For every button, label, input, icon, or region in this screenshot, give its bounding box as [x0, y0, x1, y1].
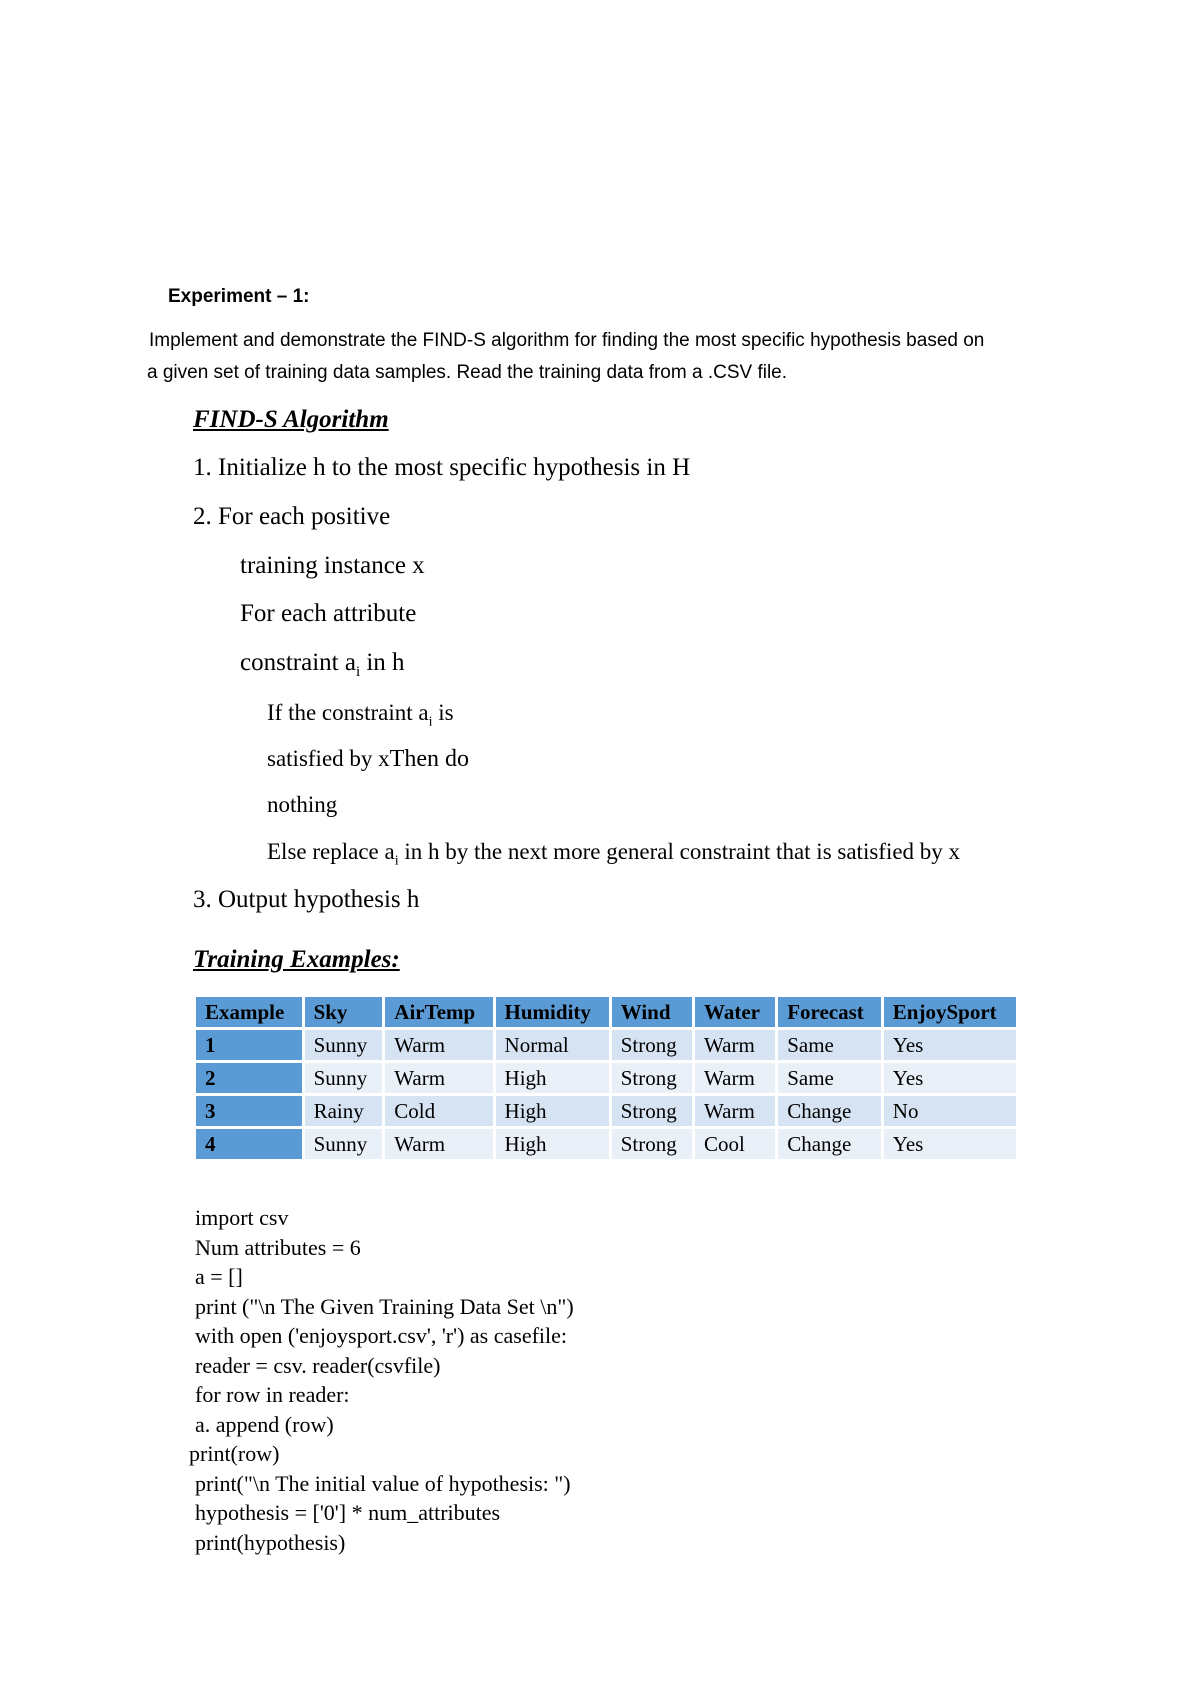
table-cell: Strong — [612, 1129, 692, 1159]
substep-2-text: satisfied by x — [267, 746, 390, 771]
algorithm-step-2-line-4 — [240, 649, 405, 681]
algorithm-substep-4 — [267, 839, 960, 870]
substep-1-tail: is — [432, 700, 454, 725]
subscript-i: i — [394, 853, 399, 869]
table-cell: Strong — [612, 1096, 692, 1126]
substep-1-text: If the constraint a — [267, 700, 429, 725]
table-cell: Cool — [695, 1129, 775, 1159]
table-row — [196, 1030, 1016, 1060]
table-cell: Warm — [695, 1096, 775, 1126]
example-number: 1 — [196, 1030, 302, 1060]
code-line: a = [] — [195, 1264, 243, 1289]
column-header-water: Water — [695, 997, 775, 1027]
substep-4-text: Else replace a — [267, 839, 395, 864]
table-cell: Warm — [385, 1129, 492, 1159]
substep-4-tail: in h by the next more general constraint that is satisfied by x — [398, 839, 961, 864]
table-cell: Sunny — [305, 1129, 383, 1159]
code-line: Num attributes = 6 — [195, 1234, 361, 1260]
table-row — [196, 1096, 1016, 1126]
code-line: print ("\n The Given Training Data Set \n") — [195, 1293, 574, 1319]
column-header-airtemp: AirTemp — [385, 997, 492, 1027]
algorithm-heading: FIND-S Algorithm — [193, 406, 389, 433]
constraint-tail: in h — [360, 649, 405, 676]
table-cell: Change — [778, 1129, 881, 1159]
column-header-enjoysport: EnjoySport — [884, 997, 1016, 1027]
aim-text-line-1: Implement and demonstrate the FIND-S algorithm for finding the most specific hypothesis based on — [149, 330, 985, 351]
table-cell: Sunny — [305, 1063, 383, 1093]
algorithm-substep-2 — [267, 746, 469, 773]
table-cell: Warm — [385, 1063, 492, 1093]
table-cell: Cold — [385, 1096, 492, 1126]
table-cell: Change — [778, 1096, 881, 1126]
algorithm-step-2-line-3: For each attribute — [240, 600, 417, 627]
example-number: 3 — [196, 1096, 302, 1126]
algorithm-substep-1 — [267, 700, 454, 731]
algorithm-step-3: 3. Output hypothesis h — [193, 886, 420, 913]
table-cell: Sunny — [305, 1030, 383, 1060]
subscript-i: i — [428, 714, 433, 730]
code-line: a. append (row) — [195, 1411, 334, 1437]
algorithm-step-2: 2. For each positive — [193, 503, 391, 530]
table-cell: Same — [778, 1030, 881, 1060]
aim-text-line-2: a given set of training data samples. Read the training data from a .CSV file. — [147, 362, 788, 383]
table-cell: High — [496, 1096, 609, 1126]
code-listing — [189, 1203, 574, 1557]
table-cell: High — [496, 1129, 609, 1159]
table-cell: Strong — [612, 1063, 692, 1093]
code-line: print(hypothesis) — [195, 1529, 346, 1555]
algorithm-step-1: 1. Initialize h to the most specific hypothesis in H — [193, 454, 691, 481]
table-header-row — [196, 997, 1016, 1027]
subscript-i: i — [355, 664, 361, 680]
table-cell: Warm — [695, 1063, 775, 1093]
code-line: reader = csv. reader(csvfile) — [195, 1352, 441, 1378]
code-line: with open ('enjoysport.csv', 'r') as casefile: — [195, 1323, 568, 1348]
column-header-example: Example — [196, 997, 302, 1027]
example-number: 2 — [196, 1063, 302, 1093]
column-header-sky: Sky — [305, 997, 383, 1027]
table-cell: No — [884, 1096, 1016, 1126]
table-cell: High — [496, 1063, 609, 1093]
table-row — [196, 1129, 1016, 1159]
algorithm-step-2-line-2: training instance x — [240, 552, 425, 579]
table-row — [196, 1063, 1016, 1093]
table-cell: Normal — [496, 1030, 609, 1060]
table-cell: Warm — [695, 1030, 775, 1060]
algorithm-substep-3: nothing — [267, 792, 338, 817]
table-cell: Yes — [884, 1129, 1016, 1159]
table-cell: Rainy — [305, 1096, 383, 1126]
column-header-wind: Wind — [612, 997, 692, 1027]
constraint-text: constraint a — [240, 649, 356, 676]
training-examples-table — [193, 994, 1019, 1162]
code-line: for row in reader: — [195, 1382, 350, 1407]
example-number: 4 — [196, 1129, 302, 1159]
experiment-title: Experiment – 1: — [168, 286, 310, 307]
table-cell: Strong — [612, 1030, 692, 1060]
code-line: hypothesis = ['0'] * num_attributes — [195, 1500, 501, 1525]
column-header-humidity: Humidity — [496, 997, 609, 1027]
table-cell: Warm — [385, 1030, 492, 1060]
table-cell: Yes — [884, 1063, 1016, 1093]
column-header-forecast: Forecast — [778, 997, 881, 1027]
table-cell: Same — [778, 1063, 881, 1093]
code-line: print(row) — [189, 1441, 280, 1466]
code-line: print("\n The initial value of hypothesis: ") — [195, 1470, 571, 1496]
substep-2-tail: Then do — [389, 746, 469, 772]
code-line: import csv — [195, 1205, 289, 1230]
training-examples-heading: Training Examples: — [193, 946, 400, 973]
table-cell: Yes — [884, 1030, 1016, 1060]
